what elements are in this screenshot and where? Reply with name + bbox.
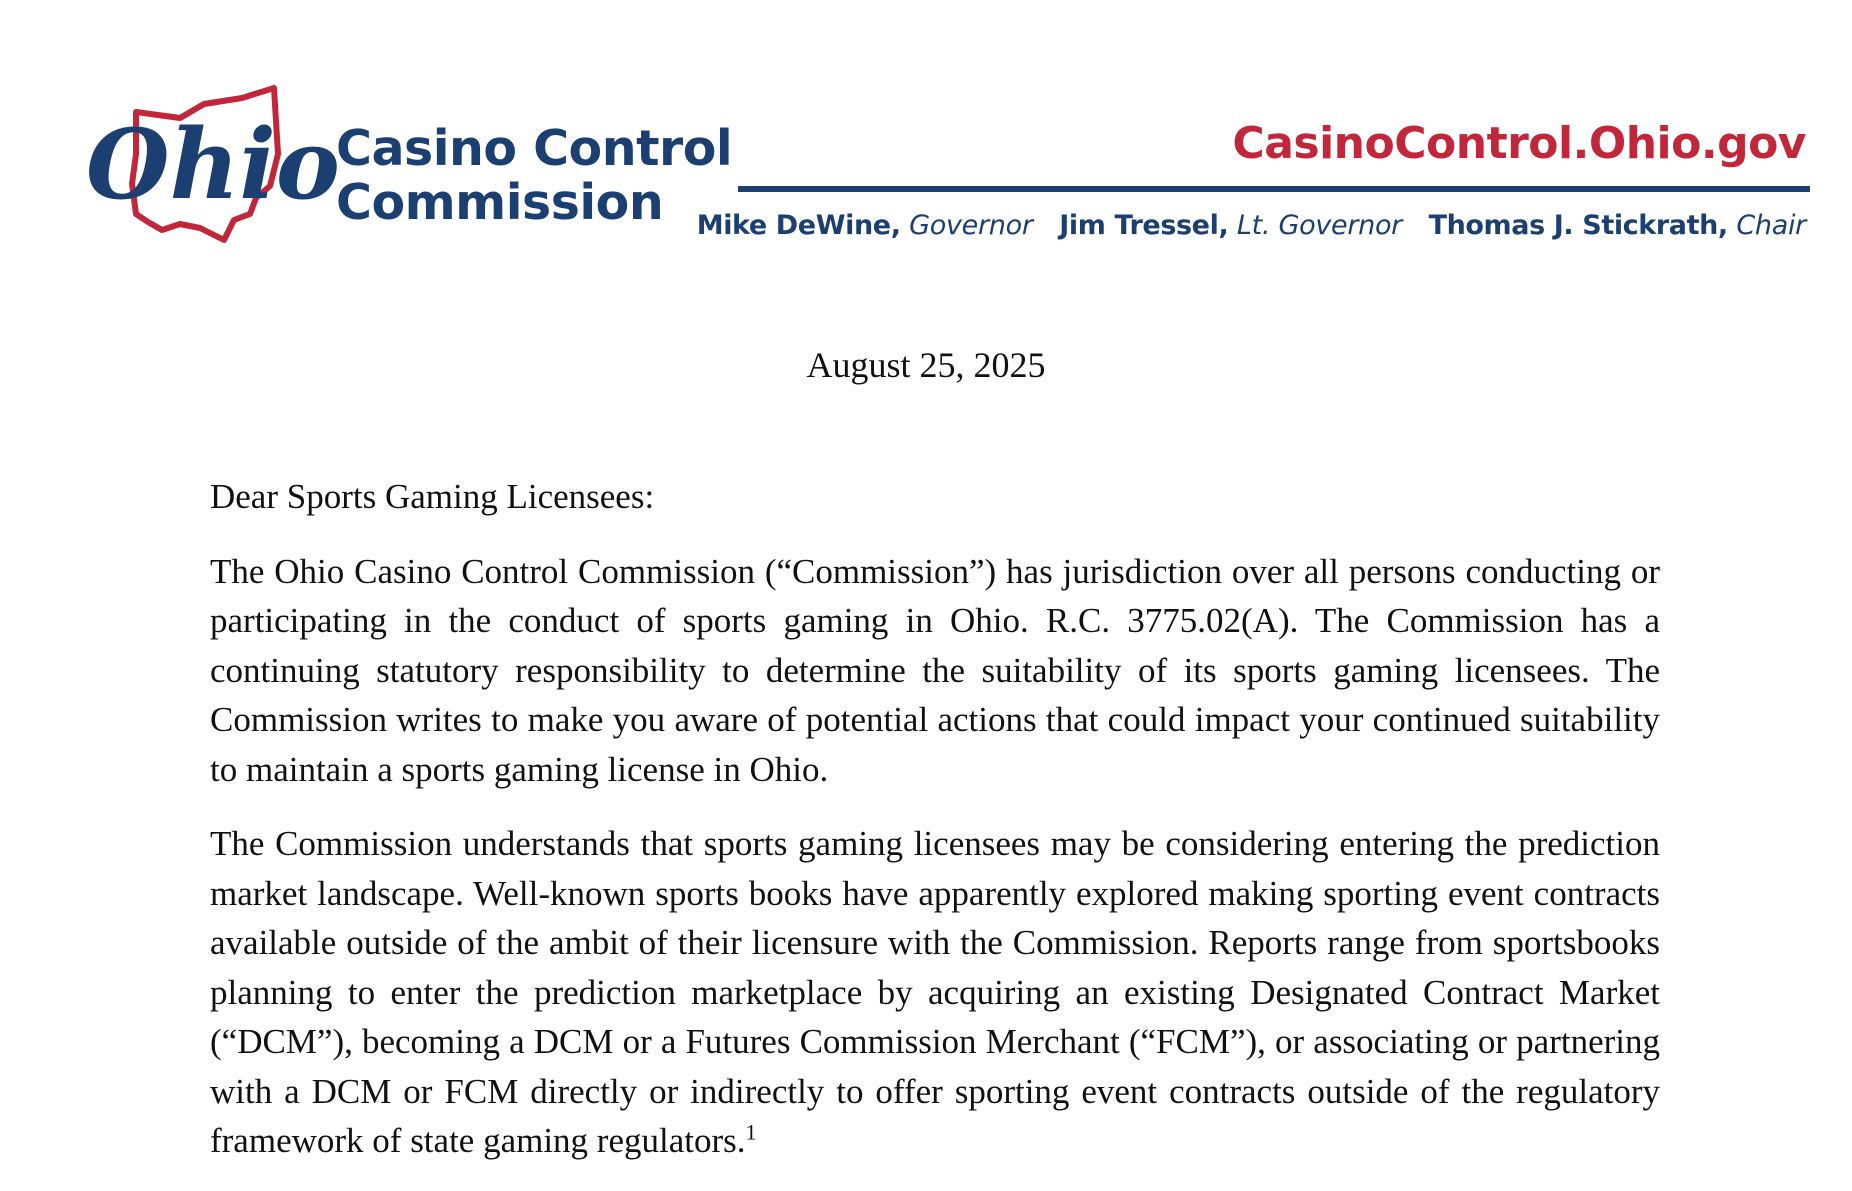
org-name-line-2: Commission	[336, 174, 664, 231]
letter-date: August 25, 2025	[806, 345, 1046, 385]
website-link[interactable]: CasinoControl.Ohio.gov	[1232, 118, 1806, 169]
paragraph-2-text: The Commission understands that sports gaming licensees may be considering entering the prediction market landscape. Well-known sports books have apparently explored making sporting event contracts available outside of the ambit of their licensure with the Commission. Reports range from sportsbooks planning to enter the prediction marketplace by acquiring an existing Designated Contract Market (“DCM”), becoming a DCM or a Futures Commission Merchant (“FCM”), or associating or partnering with a DCM or FCM directly or indirectly to offer sporting event contracts outside of the regulatory framework of state gaming regulators.	[210, 824, 1660, 1160]
footnote-marker[interactable]: 1	[745, 1119, 757, 1145]
letter-body	[210, 472, 1660, 1191]
paragraph-1: The Ohio Casino Control Commission (“Commission”) has jurisdiction over all persons conducting or participating in the conduct of sports gaming in Ohio. R.C. 3775.02(A). The Commission has a continuing statutory responsibility to determine the suitability of its sports gaming licensees. The Commission writes to make you aware of potential actions that could impact your continued suitability to maintain a sports gaming license in Ohio.	[210, 551, 1660, 789]
letterhead	[0, 0, 1852, 270]
official-chair: Thomas J. Stickrath, Chair	[1428, 210, 1806, 241]
paragraph-2	[210, 819, 1660, 1166]
organization-name	[336, 122, 732, 230]
salutation: Dear Sports Gaming Licensees:	[210, 477, 655, 516]
official-lt-governor: Jim Tressel, Lt. Governor	[1059, 210, 1402, 241]
official-governor: Mike DeWine, Governor	[696, 210, 1033, 241]
ohio-casino-control-logo	[86, 86, 733, 266]
ohio-script-wordmark: Ohio	[86, 108, 340, 221]
org-name-line-1: Casino Control	[336, 120, 733, 177]
officials-line	[679, 210, 1806, 241]
header-divider	[738, 186, 1810, 192]
ohio-state-outline-icon	[86, 86, 340, 266]
